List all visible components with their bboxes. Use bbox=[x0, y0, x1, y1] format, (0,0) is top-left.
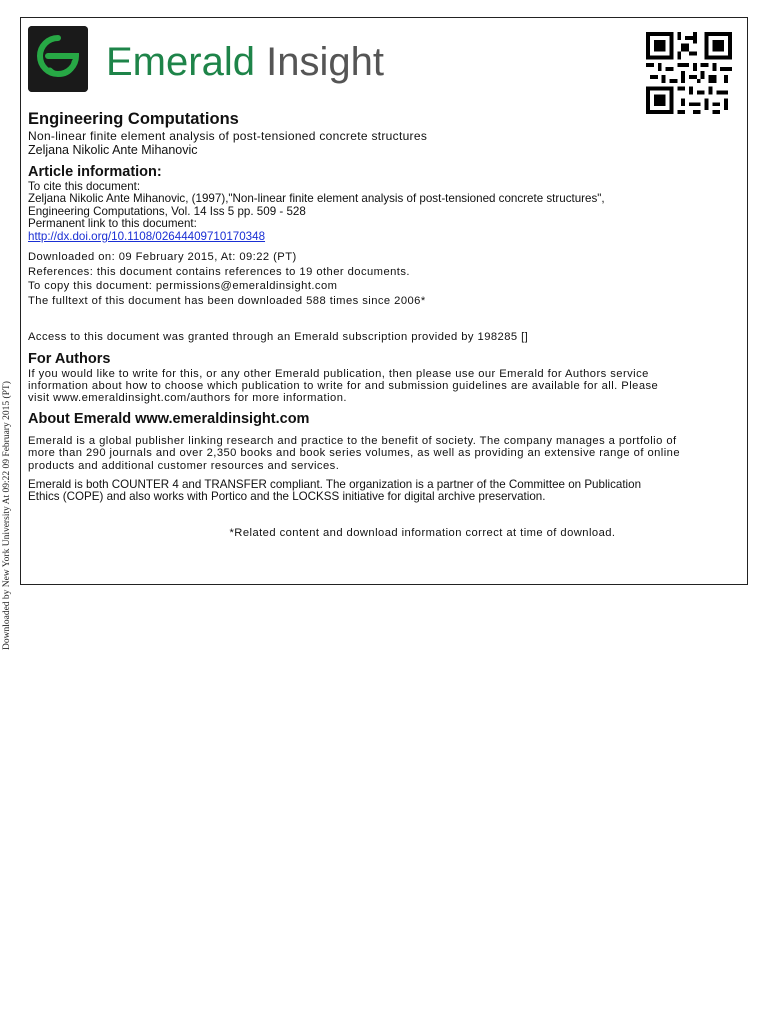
margin-download-stamp: Downloaded by New York University At 09:22 09 February 2015 (PT) bbox=[2, 381, 12, 650]
brand-emerald: Emerald bbox=[106, 40, 255, 84]
about-p1-line-1: Emerald is a global publisher linking research and practice to the benefit of society. The company manages a portfolio of bbox=[28, 434, 677, 447]
journal-title: Engineering Computations bbox=[28, 110, 239, 128]
about-p2-line-1: Emerald is both COUNTER 4 and TRANSFER compliant. The organization is a partner of the Committee on Publication bbox=[28, 477, 642, 491]
content bbox=[28, 109, 740, 540]
about-p2-line-2: Ethics (COPE) and also works with Portico and the LOCKSS initiative for digital archive preservation. bbox=[28, 490, 546, 504]
fulltext-downloads: The fulltext of this document has been downloaded 588 times since 2006* bbox=[28, 294, 426, 307]
brand-insight: Insight bbox=[266, 40, 384, 84]
qr-code-icon bbox=[645, 32, 733, 114]
brand-name bbox=[106, 40, 384, 84]
for-authors-heading: For Authors bbox=[28, 350, 111, 367]
permalink[interactable]: http://dx.doi.org/10.1108/02644409710170348 bbox=[28, 229, 266, 243]
citation-line-2: Engineering Computations, Vol. 14 Iss 5 pp. 509 - 528 bbox=[28, 204, 306, 218]
article-title: Non-linear finite element analysis of post-tensioned concrete structures bbox=[28, 129, 428, 143]
copy-permissions: To copy this document: permissions@emeraldinsight.com bbox=[28, 280, 338, 293]
article-info-heading: Article information: bbox=[28, 164, 162, 180]
downloaded-on: Downloaded on: 09 February 2015, At: 09:22 (PT) bbox=[28, 251, 297, 264]
permalink-label: Permanent link to this document: bbox=[28, 217, 197, 231]
cite-label: To cite this document: bbox=[28, 180, 141, 193]
references-count: References: this document contains references to 19 other documents. bbox=[28, 265, 410, 278]
emerald-logo-icon bbox=[28, 26, 88, 92]
about-heading: About Emerald www.emeraldinsight.com bbox=[28, 410, 310, 427]
about-p1-line-2: more than 290 journals and over 2,350 books and book series volumes, as well as providing an extensive range of online bbox=[28, 447, 680, 460]
for-authors-line-3: visit www.emeraldinsight.com/authors for more information. bbox=[28, 392, 347, 405]
citation-line-1: Zeljana Nikolic Ante Mihanovic, (1997),"Non-linear finite element analysis of post-tensioned concrete structures", bbox=[28, 192, 605, 206]
access-statement: Access to this document was granted through an Emerald subscription provided by 198285 [] bbox=[28, 331, 529, 344]
article-authors: Zeljana Nikolic Ante Mihanovic bbox=[28, 143, 198, 157]
about-p1-line-3: products and additional customer resources and services. bbox=[28, 459, 340, 472]
for-authors-line-2: information about how to choose which publication to write for and submission guidelines are available for all. Please bbox=[28, 379, 659, 392]
for-authors-line-1: If you would like to write for this, or any other Emerald publication, then please use our Emerald for Authors service bbox=[28, 367, 649, 380]
cover-sheet bbox=[20, 17, 748, 585]
download-note: *Related content and download information correct at time of download. bbox=[229, 526, 616, 539]
